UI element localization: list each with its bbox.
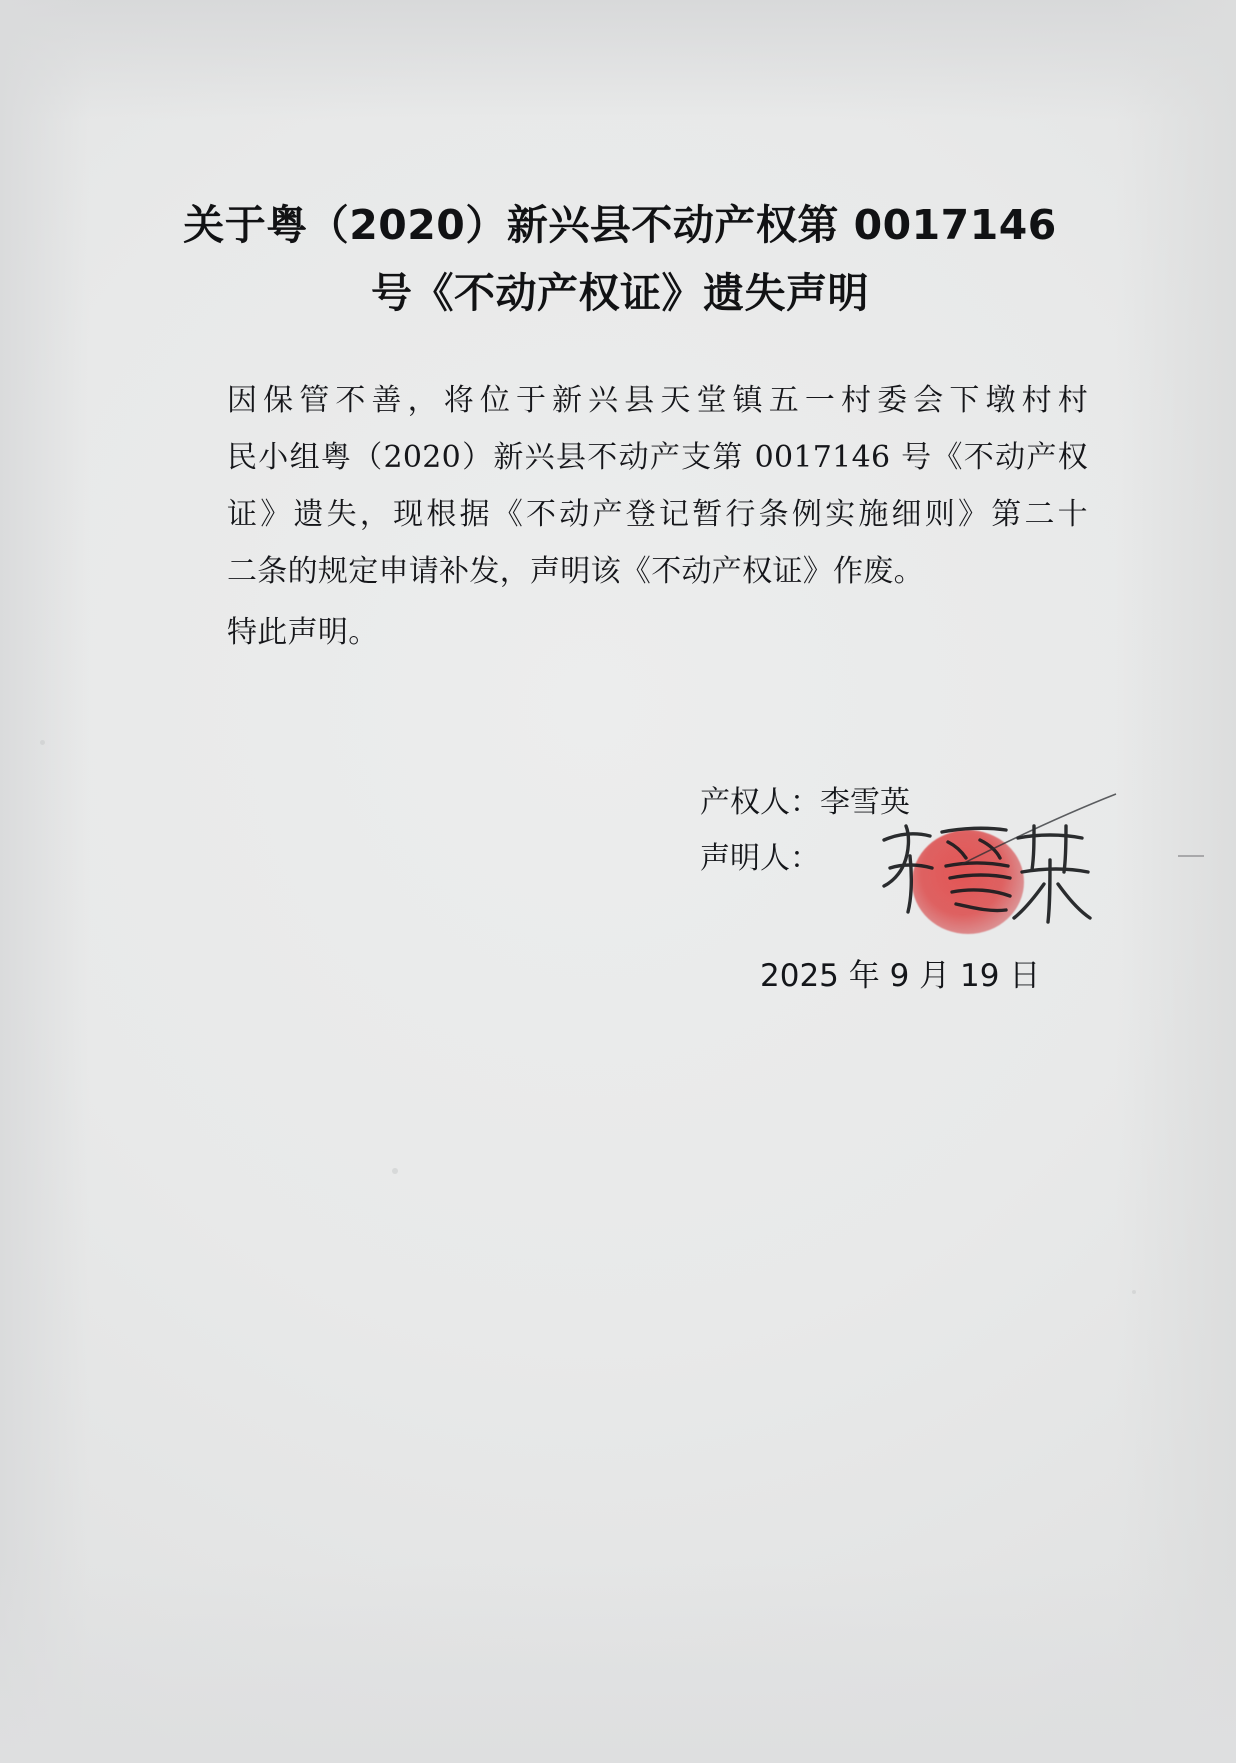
document-title-line-1: 关于粤（2020）新兴县不动产权第 0017146 — [183, 201, 1057, 249]
document-title — [150, 195, 1090, 324]
document-body — [158, 372, 1088, 661]
owner-line — [700, 775, 1120, 831]
signature-date: 2025 年 9 月 19 日 — [760, 958, 1041, 994]
body-paragraph-1-line-2: 民小组粤（2020）新兴县不动产支第 0017146 号《不动产权 — [227, 440, 1088, 475]
body-paragraph-1-line-1: 因保管不善，将位于新兴县天堂镇五一村委会下墩村村 — [227, 383, 1088, 418]
paper-shadow-top — [0, 0, 1236, 120]
body-paragraph-1-line-3: 证》遗失，现根据《不动产登记暂行条例实施细则》第二十 — [227, 497, 1088, 532]
signature-block — [700, 775, 1120, 887]
owner-name: 李雪英 — [820, 785, 910, 820]
paper-shadow-left — [0, 0, 90, 1763]
owner-label: 产权人： — [700, 785, 820, 820]
page-edge-mark — [1178, 855, 1204, 857]
scan-speckle — [40, 740, 45, 745]
paper-shadow-right — [1116, 0, 1236, 1763]
declarer-label: 声明人： — [700, 841, 820, 876]
declarer-line — [700, 831, 1120, 887]
body-paragraph-1-line-4: 二条的规定申请补发，声明该《不动产权证》作废。 — [227, 554, 924, 589]
paper-shadow-bottom — [0, 1563, 1236, 1763]
scan-speckle — [1132, 1290, 1136, 1294]
body-paragraph-1 — [158, 372, 1088, 600]
document-title-line-2: 号《不动产权证》遗失声明 — [371, 268, 869, 317]
body-paragraph-2: 特此声明。 — [227, 615, 379, 650]
scan-speckle — [392, 1168, 398, 1174]
